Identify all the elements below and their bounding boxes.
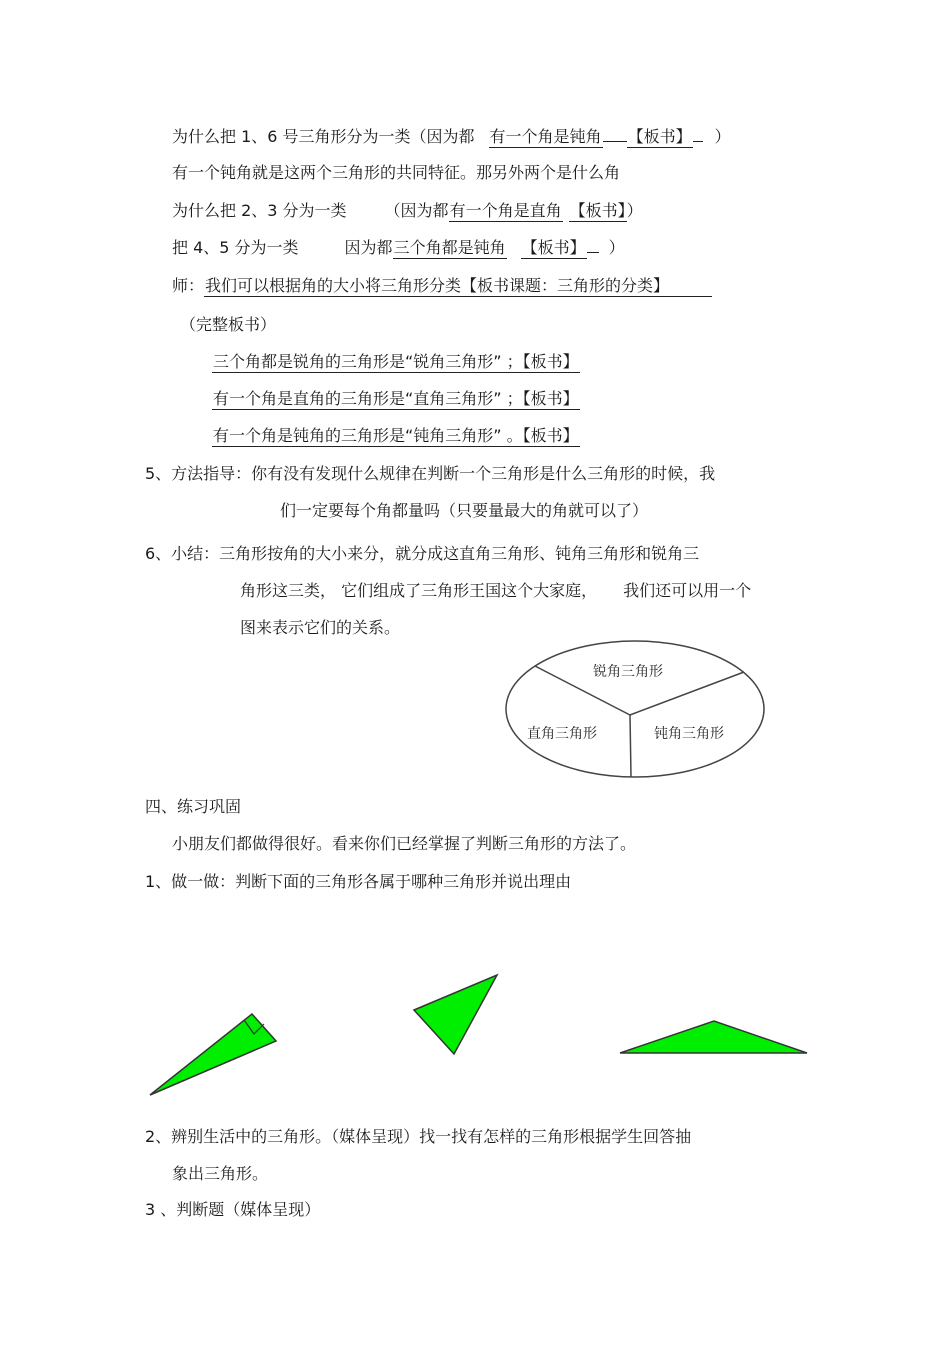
complete-board-text: （完整板书） xyxy=(180,315,277,334)
question-right-line xyxy=(172,201,643,221)
definition-obtuse xyxy=(212,426,580,446)
practice-item2-line1 xyxy=(145,1127,691,1147)
close-paren: ） xyxy=(608,238,625,257)
obtuse-triangle xyxy=(620,1021,807,1053)
practice-title-text: 四、练习巩固 xyxy=(145,797,242,816)
practice-item1 xyxy=(145,872,571,892)
answer-underlined: 有一个角是钝角 xyxy=(489,127,602,146)
definition-text: 三个角都是锐角的三角形是“锐角三角形” ；【板书】 xyxy=(213,352,579,371)
definition-right xyxy=(212,389,580,409)
summary-text: 图来表示它们的关系。 xyxy=(240,618,401,637)
complete-board-label xyxy=(180,315,276,335)
definition-acute xyxy=(212,352,580,372)
question-obtuse-line xyxy=(172,127,731,147)
diagram-ellipse xyxy=(506,641,764,777)
practice-item3 xyxy=(145,1200,320,1220)
practice-item2-line2 xyxy=(172,1164,268,1184)
board-tag: 【板书】 xyxy=(521,238,586,257)
method-guide-text: 5、方法指导：你有没有发现什么规律在判断一个三角形是什么三角形的时候，我 xyxy=(145,464,716,483)
question-acute-line xyxy=(172,238,625,258)
practice-item-text: 象出三角形。 xyxy=(172,1164,269,1183)
close-paren: ） xyxy=(714,127,731,146)
question-text: 把 4、5 分为一类 xyxy=(172,238,299,257)
label-acute: 锐角三角形 xyxy=(593,664,663,680)
divider-bottom xyxy=(630,715,631,777)
reason-text: 因为都 xyxy=(344,238,393,257)
summary-text: 角形这三类， 它们组成了三角形王国这个大家庭， xyxy=(240,581,598,600)
answer-underlined: 三个角都是钝角 xyxy=(393,238,506,257)
teacher-line xyxy=(172,276,712,296)
method-guide-line2 xyxy=(280,501,648,521)
practice-intro-text: 小朋友们都做得很好。看来你们已经掌握了判断三角形的方法了。 xyxy=(172,834,637,853)
board-tag: 【板书】 xyxy=(627,127,692,146)
summary-text: 6、小结：三角形按角的大小来分，就分成这直角三角形、钝角三角形和锐角三 xyxy=(145,544,700,563)
practice-item-text: 3 、判断题（媒体呈现） xyxy=(145,1200,321,1219)
question-text: 为什么把 1、6 号三角形分为一类（因为都 xyxy=(172,127,475,146)
summary-line2 xyxy=(240,581,751,601)
practice-item-text: 1、做一做：判断下面的三角形各属于哪种三角形并说出理由 xyxy=(145,872,572,891)
board-tag: 【板书】 xyxy=(569,201,626,220)
method-guide-text: 们一定要每个角都量吗（只要量最大的角就可以了） xyxy=(280,501,649,520)
triangles-figure xyxy=(140,965,820,1100)
definition-text: 有一个角是钝角的三角形是“钝角三角形” 。【板书】 xyxy=(213,426,579,445)
teacher-label: 师： xyxy=(172,276,205,295)
summary-line3 xyxy=(240,618,400,638)
answer-underlined: 有一个角是直角 xyxy=(449,201,562,220)
summary-line1 xyxy=(145,544,699,564)
acute-triangle xyxy=(414,975,497,1054)
teacher-statement: 我们可以根据角的大小将三角形分类【板书课题：三角形的分类】 xyxy=(204,276,712,297)
method-guide-line1 xyxy=(145,464,715,484)
summary-text: 我们还可以用一个 xyxy=(623,581,752,600)
practice-intro xyxy=(172,834,636,854)
practice-title xyxy=(145,797,241,817)
question-text: 为什么把 2、3 分为一类 xyxy=(172,201,347,220)
definition-text: 有一个角是直角的三角形是“直角三角形” ；【板书】 xyxy=(213,389,579,408)
label-right: 直角三角形 xyxy=(527,726,597,742)
feature-line xyxy=(172,163,620,183)
reason-text: （因为都 xyxy=(384,201,449,220)
feature-text: 有一个钝角就是这两个三角形的共同特征。那另外两个是什么角 xyxy=(172,163,621,182)
close-paren: ） xyxy=(626,201,643,220)
classification-diagram xyxy=(500,636,770,782)
label-obtuse: 钝角三角形 xyxy=(654,726,724,742)
practice-item-text: 2、辨别生活中的三角形。（媒体呈现）找一找有怎样的三角形根据学生回答抽 xyxy=(145,1127,692,1146)
right-triangle xyxy=(150,1014,276,1095)
